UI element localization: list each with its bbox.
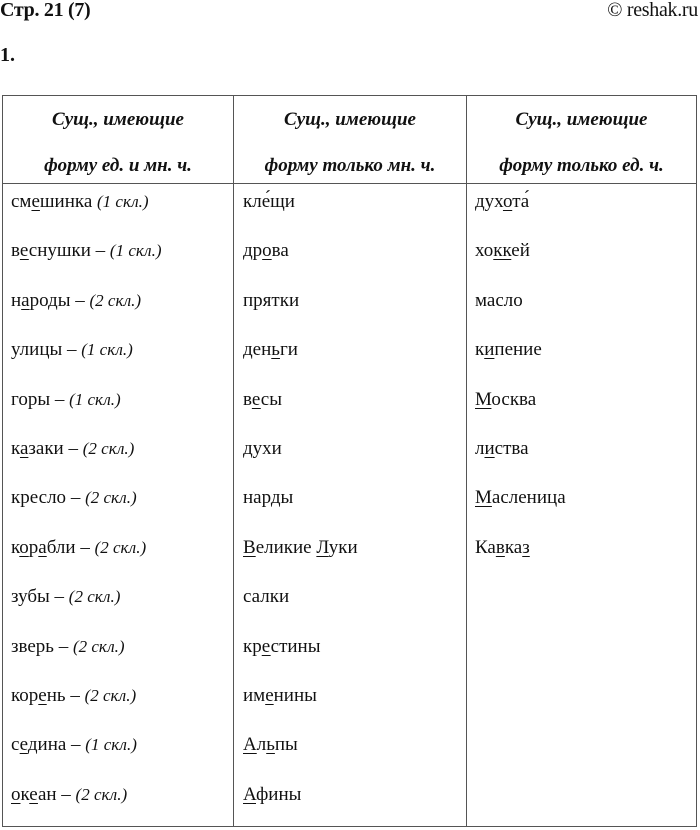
word-part: л: [475, 437, 485, 459]
declension-note: (2 скл.): [75, 784, 128, 804]
declension-note: (1 скл.): [85, 735, 137, 755]
heading-line: форму только ед. ч.: [499, 155, 664, 176]
word-part: пение: [494, 339, 542, 361]
declension-note: (1 скл.): [109, 241, 162, 261]
word-entry: [243, 671, 358, 720]
word-entry: [243, 276, 358, 325]
underlined-letter: е: [261, 635, 271, 657]
underlined-letter: о: [11, 783, 21, 805]
underlined-letter: А: [243, 783, 256, 805]
underlined-letter: е: [19, 734, 28, 756]
dash: –: [70, 289, 90, 311]
word-entry: [11, 226, 162, 275]
copyright-label: © reshak.ru: [607, 0, 698, 21]
word-entry: [11, 523, 162, 572]
word-part: бли: [46, 536, 76, 558]
word-part: горы: [11, 388, 51, 410]
declension-note: (2 скл.): [82, 438, 135, 458]
word-entry: [11, 177, 162, 226]
word-part: снушки: [28, 240, 91, 262]
page-title: Стр. 21 (7): [0, 0, 91, 21]
word-entry: [475, 523, 566, 572]
word-part: р: [28, 536, 39, 558]
word-part: кр: [243, 635, 262, 657]
word-entry: [243, 523, 358, 572]
word-part: кор: [11, 684, 39, 706]
word-part: фины: [256, 783, 302, 805]
underlined-letter: кк: [493, 240, 512, 262]
declension-note: (1 скл.): [81, 340, 133, 360]
word-entry: [475, 177, 566, 226]
heading-line: Сущ., имеющие: [515, 109, 648, 130]
word-part: осква: [491, 388, 537, 410]
word-part: л: [256, 734, 267, 756]
dash: –: [90, 240, 110, 262]
word-part: дух: [475, 191, 503, 212]
underlined-letter: М: [475, 388, 492, 410]
word-part: к: [11, 536, 20, 558]
word-part: к: [475, 339, 485, 361]
word-part: к: [20, 783, 30, 805]
word-entry: [11, 325, 162, 374]
word-part: ва: [271, 240, 289, 262]
underlined-letter: е: [19, 240, 29, 262]
underlined-letter: е: [38, 684, 47, 706]
column-singular-only: [475, 177, 566, 572]
underlined-letter: о: [262, 240, 272, 262]
word-entry: [243, 424, 358, 473]
word-part: Ка: [475, 536, 496, 558]
dash: –: [62, 339, 82, 361]
word-part: им: [243, 684, 266, 706]
word-entry: [11, 720, 162, 769]
word-entry: [11, 473, 162, 522]
word-entry: [11, 622, 162, 671]
dash: –: [65, 684, 85, 706]
word-part: с: [11, 734, 20, 756]
word-part: сы: [260, 388, 282, 410]
word-part: зверь: [11, 635, 54, 657]
declension-note: (2 скл.): [84, 685, 137, 705]
word-entry: [11, 424, 162, 473]
word-part: стины: [270, 635, 321, 657]
word-entry: [243, 375, 358, 424]
word-part: заки: [28, 437, 64, 459]
underlined-letter: е: [265, 684, 274, 706]
word-part: др: [243, 240, 263, 262]
word-part: роды: [29, 289, 71, 311]
underlined-letter: о: [19, 536, 29, 558]
word-part: масло: [475, 289, 523, 311]
heading-line: форму ед. и мн. ч.: [44, 155, 192, 176]
word-entry: [11, 572, 162, 621]
column-plural-only: [243, 177, 358, 819]
column-singular-plural: [11, 177, 162, 819]
word-part: та́: [512, 191, 530, 212]
word-part: в: [243, 388, 252, 410]
word-part: в: [11, 240, 20, 262]
word-part: ан: [37, 783, 57, 805]
word-entry: [475, 325, 566, 374]
dash: –: [63, 437, 83, 459]
underlined-letter: Л: [316, 536, 329, 558]
word-part: ги: [279, 339, 298, 361]
word-part: н: [11, 289, 22, 311]
word-entry: [243, 226, 358, 275]
word-part: еликие: [255, 536, 317, 558]
word-part: кле́щи: [243, 191, 295, 212]
word-part: пы: [274, 734, 298, 756]
underlined-letter: в: [495, 536, 505, 558]
word-entry: [243, 177, 358, 226]
word-part: шинка: [39, 191, 93, 212]
word-part: кресло: [11, 487, 67, 509]
underlined-letter: о: [502, 191, 513, 212]
word-part: улицы: [11, 339, 63, 361]
word-entry: [243, 325, 358, 374]
underlined-letter: ь: [271, 339, 280, 361]
underlined-letter: з: [522, 536, 530, 558]
declension-note: (1 скл.): [97, 192, 149, 211]
word-part: дина: [27, 734, 67, 756]
word-part: зубы: [11, 586, 50, 608]
word-part: хо: [475, 240, 494, 262]
declension-note: (2 скл.): [89, 290, 142, 310]
heading-line: форму только мн. ч.: [264, 155, 436, 176]
declension-note: (2 скл.): [68, 587, 121, 607]
underlined-letter: А: [243, 734, 257, 756]
column-divider: [233, 96, 234, 826]
column-heading-3: [467, 96, 696, 183]
word-entry: [475, 276, 566, 325]
underlined-letter: е: [251, 388, 261, 410]
underlined-letter: ь: [266, 734, 275, 756]
word-entry: [243, 770, 358, 819]
word-part: ства: [494, 437, 529, 459]
word-entry: [11, 671, 162, 720]
word-entry: [243, 622, 358, 671]
word-part: уки: [328, 536, 358, 558]
word-entry: [475, 473, 566, 522]
declension-note: (1 скл.): [69, 389, 121, 409]
word-entry: [475, 375, 566, 424]
underlined-letter: и: [484, 339, 495, 361]
word-part: ей: [511, 240, 530, 262]
word-entry: [243, 572, 358, 621]
dash: –: [50, 388, 70, 410]
dash: –: [56, 783, 76, 805]
word-entry: [11, 276, 162, 325]
column-divider: [466, 96, 467, 826]
word-entry: [475, 424, 566, 473]
word-entry: [11, 375, 162, 424]
noun-table: [2, 95, 697, 827]
declension-note: (2 скл.): [85, 488, 137, 508]
word-part: к: [11, 437, 20, 459]
dash: –: [53, 635, 73, 657]
exercise-number: 1.: [0, 44, 15, 66]
word-part: прятки: [243, 289, 300, 311]
declension-note: (2 скл.): [94, 537, 147, 557]
word-part: асленица: [491, 487, 566, 509]
heading-line: Сущ., имеющие: [52, 109, 184, 130]
underlined-letter: а: [38, 536, 47, 558]
dash: –: [49, 586, 69, 608]
underlined-letter: В: [243, 536, 256, 558]
word-entry: [11, 770, 162, 819]
word-part: нь: [46, 684, 66, 706]
word-part: нины: [273, 684, 317, 706]
underlined-letter: и: [484, 437, 495, 459]
word-entry: [475, 226, 566, 275]
underlined-letter: е: [29, 783, 38, 805]
column-heading-2: [234, 96, 466, 183]
underlined-letter: М: [475, 487, 492, 509]
word-part: ден: [243, 339, 272, 361]
dash: –: [75, 536, 95, 558]
word-entry: [243, 473, 358, 522]
dash: –: [66, 734, 86, 756]
word-part: ка: [504, 536, 523, 558]
underlined-letter: а: [19, 437, 29, 459]
declension-note: (2 скл.): [72, 636, 125, 656]
heading-line: Сущ., имеющие: [284, 109, 416, 130]
word-part: салки: [243, 586, 290, 608]
underlined-letter: а: [21, 289, 30, 311]
word-part: см: [11, 191, 32, 212]
word-entry: [243, 720, 358, 769]
column-heading-1: [3, 96, 233, 183]
word-part: духи: [243, 437, 282, 459]
underlined-letter: е: [31, 191, 40, 212]
dash: –: [66, 487, 86, 509]
word-part: нарды: [243, 487, 294, 509]
